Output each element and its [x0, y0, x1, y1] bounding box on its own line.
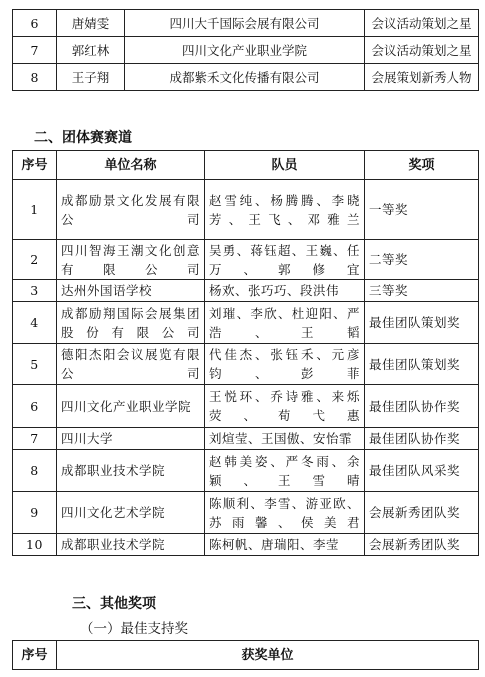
person-name: 唐婧雯: [57, 10, 125, 37]
header-award: 奖项: [365, 151, 479, 180]
team-members: 刘煊莹、王国傲、安怡霏: [205, 428, 365, 450]
unit-name: 成都励翔国际会展集团股份有限公司: [57, 302, 205, 344]
row-number: 3: [13, 280, 57, 302]
award-name: 最佳团队风采奖: [365, 450, 479, 492]
award-name: 三等奖: [365, 280, 479, 302]
table-header-row: [13, 151, 479, 180]
award-name: 最佳团队策划奖: [365, 302, 479, 344]
individual-awards-table: [12, 9, 479, 91]
award-name: 一等奖: [365, 180, 479, 240]
team-members: 陈顺利、李雪、游亚欧、苏雨馨、侯美君: [205, 492, 365, 534]
person-name: 郭红林: [57, 37, 125, 64]
unit-name: 达州外国语学校: [57, 280, 205, 302]
table-row: [13, 37, 479, 64]
table-row: [13, 385, 479, 428]
table-row: [13, 492, 479, 534]
header-number: 序号: [13, 641, 57, 670]
team-members: 刘璀、李欣、杜迎阳、严浩、王韬: [205, 302, 365, 344]
header-number: 序号: [13, 151, 57, 180]
award-name: 会议活动策划之星: [365, 10, 479, 37]
team-members: 王悦环、乔诗雅、来烁荧、荀弋惠: [205, 385, 365, 428]
award-name: 会展策划新秀人物: [365, 64, 479, 91]
unit-name: 四川文化产业职业学院: [125, 37, 365, 64]
table-row: [13, 240, 479, 280]
unit-name: 德阳杰阳会议展览有限公司: [57, 344, 205, 385]
award-name: 最佳团队协作奖: [365, 428, 479, 450]
unit-name: 四川文化艺术学院: [57, 492, 205, 534]
subsection-heading-support: （一）最佳支持奖: [80, 621, 188, 637]
team-awards-table: [12, 150, 479, 556]
row-number: 5: [13, 344, 57, 385]
team-members: 赵韩美姿、严冬雨、余颖、王雪晴: [205, 450, 365, 492]
team-members: 代佳杰、张钰禾、元彦钧、彭菲: [205, 344, 365, 385]
table-row: [13, 10, 479, 37]
row-number: 8: [13, 450, 57, 492]
row-number: 1: [13, 180, 57, 240]
row-number: 7: [13, 37, 57, 64]
row-number: 6: [13, 385, 57, 428]
row-number: 6: [13, 10, 57, 37]
award-name: 会展新秀团队奖: [365, 492, 479, 534]
row-number: 4: [13, 302, 57, 344]
table-row: [13, 534, 479, 556]
team-members: 陈柯帆、唐瑞阳、李莹: [205, 534, 365, 556]
unit-name: 四川大千国际会展有限公司: [125, 10, 365, 37]
table-row: [13, 64, 479, 91]
table-row: [13, 280, 479, 302]
support-awards-table: [12, 640, 479, 670]
row-number: 10: [13, 534, 57, 556]
unit-name: 四川文化产业职业学院: [57, 385, 205, 428]
award-name: 最佳团队策划奖: [365, 344, 479, 385]
person-name: 王子翔: [57, 64, 125, 91]
section-heading-other: 三、其他奖项: [72, 596, 156, 612]
award-name: 二等奖: [365, 240, 479, 280]
unit-name: 成都紫禾文化传播有限公司: [125, 64, 365, 91]
award-name: 会展新秀团队奖: [365, 534, 479, 556]
header-members: 队员: [205, 151, 365, 180]
unit-name: 成都职业技术学院: [57, 534, 205, 556]
unit-name: 成都职业技术学院: [57, 450, 205, 492]
unit-name: 四川智海王潮文化创意有限公司: [57, 240, 205, 280]
award-name: 最佳团队协作奖: [365, 385, 479, 428]
team-members: 吴勇、蒋钰超、王巍、任万、郭修宜: [205, 240, 365, 280]
row-number: 2: [13, 240, 57, 280]
header-winning-unit: 获奖单位: [57, 641, 479, 670]
header-unit: 单位名称: [57, 151, 205, 180]
unit-name: 四川大学: [57, 428, 205, 450]
row-number: 9: [13, 492, 57, 534]
table-row: [13, 428, 479, 450]
table-row: [13, 180, 479, 240]
team-members: 杨欢、张巧巧、段洪伟: [205, 280, 365, 302]
section-heading-team: 二、团体赛赛道: [34, 130, 132, 146]
table-row: [13, 344, 479, 385]
row-number: 8: [13, 64, 57, 91]
table-header-row: [13, 641, 479, 670]
team-members: 赵雪纯、杨腾腾、李晓芳、王飞、邓雅兰: [205, 180, 365, 240]
table-row: [13, 450, 479, 492]
row-number: 7: [13, 428, 57, 450]
award-name: 会议活动策划之星: [365, 37, 479, 64]
unit-name: 成都励景文化发展有限公司: [57, 180, 205, 240]
table-row: [13, 302, 479, 344]
